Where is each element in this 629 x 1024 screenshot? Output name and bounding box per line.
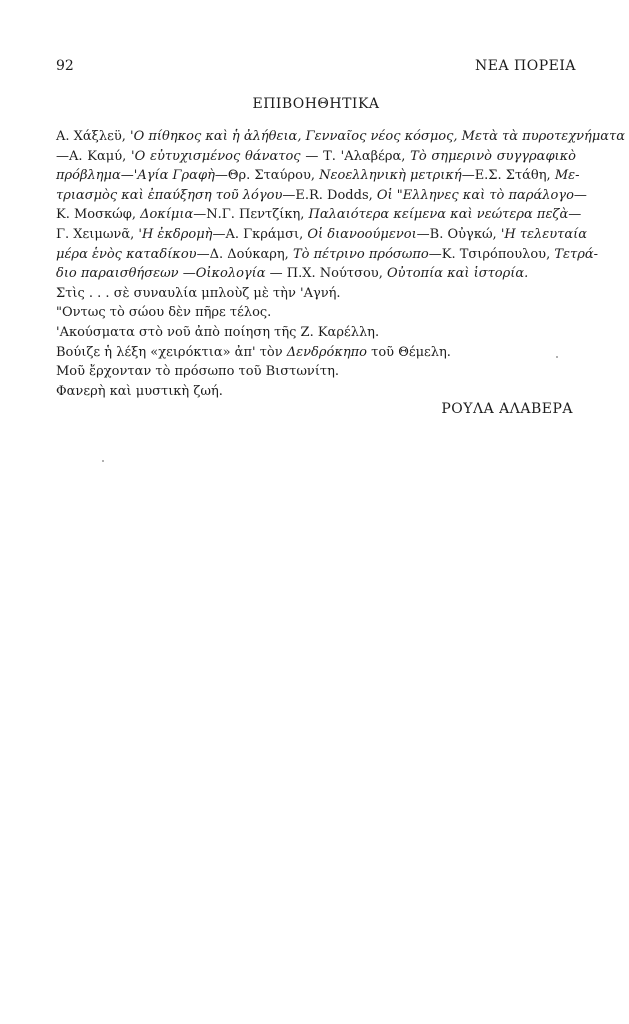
author-signature: ΡΟΥΛΑ ΑΛΑΒΕΡΑ [441, 401, 573, 417]
text-run: — Π.Χ. Νούτσου, [265, 266, 387, 282]
scan-speck [102, 460, 104, 462]
text-run: Γ. Χειμωνᾶ, [56, 226, 139, 242]
paragraph-line [56, 205, 582, 225]
italic-run: Οἰκολογία [195, 266, 266, 282]
italic-run: Νεοελληνικὴ μετρική [319, 168, 462, 184]
poem-line: Φανερὴ καὶ μυστικὴ ζωή. [56, 383, 223, 399]
italic-run: Οἱ διανοούμενοι [307, 226, 417, 242]
text-run: —Α. Καμύ, [56, 148, 131, 164]
text-run: —Β. Οὐγκώ, [416, 226, 501, 242]
text-run: —Α. Γκράμσι, [212, 226, 308, 242]
text-run: — [573, 187, 587, 203]
poem-line: Στὶς . . . σὲ συναυλία μπλοὺζ μὲ τὴν 'Αγνή. [56, 285, 341, 301]
italic-run: Τετρά- [554, 246, 599, 262]
paragraph-line [56, 225, 587, 245]
page-header [56, 57, 576, 77]
text-run: —Κ. Τσιρόπουλου, [428, 246, 555, 262]
scan-speck [556, 356, 558, 358]
poem-line: Μοῦ ἔρχονταν τὸ πρόσωπο τοῦ Βιστωνίτη. [56, 364, 340, 380]
paragraph-line [56, 166, 580, 186]
text-run: — [568, 207, 582, 223]
paragraph-line [56, 245, 599, 265]
italic-run: Δενδρόκηπο [286, 344, 368, 360]
paragraph-line [56, 127, 626, 147]
text-run: —E.R. Dodds, [282, 187, 377, 203]
text-run: τοῦ Θέμελη. [367, 344, 451, 360]
italic-run: 'Η ἐκδρομὴ [138, 226, 213, 242]
italic-run: Οὐτοπία καὶ ἱστορία. [386, 266, 529, 282]
poem-line: 'Ακούσματα στὸ νοῦ ἀπὸ ποίηση τῆς Ζ. Καρέλλη. [56, 324, 380, 340]
italic-run: Παλαιότερα κείμενα καὶ νεώτερα πεζὰ [308, 207, 569, 223]
italic-run: 'Ο πίθηκος καὶ ἡ ἀλήθεια, Γενναῖος νέος κόσμος, Μετὰ τὰ πυροτεχνήματα [130, 129, 626, 144]
text-run: —Θρ. Σταύρου, [214, 168, 320, 184]
paragraph-line [56, 186, 587, 206]
italic-run: Δοκίμια [140, 207, 194, 223]
text-run: — [178, 266, 196, 282]
italic-run: τριασμὸς καὶ ἐπαύξηση τοῦ λόγου [56, 187, 283, 203]
body-text [56, 127, 626, 401]
page-number: 92 [56, 58, 74, 74]
italic-run: Οἱ "Ελληνες καὶ τὸ παράλογο [376, 187, 574, 203]
text-run: —Ε.Σ. Στάθη, [461, 168, 555, 184]
text-run: — Τ. 'Αλαβέρα, [300, 148, 411, 164]
text-run: Βούιζε ἡ λέξη «χειρόκτια» ἀπ' τὸν [56, 344, 287, 360]
text-run: —Ν.Γ. Πεντζίκη, [193, 207, 309, 223]
italic-run: Τὸ πέτρινο πρόσωπο [292, 246, 429, 262]
text-run: Α. Χάξλεϋ, [56, 129, 130, 144]
text-run: —Δ. Δούκαρη, [196, 246, 293, 262]
paragraph-line [56, 264, 576, 284]
italic-run: πρόβλημα—'Αγία Γραφὴ [56, 168, 215, 184]
text-run: Κ. Μοσκώφ, [56, 207, 141, 223]
section-title: ΕΠΙΒΟΗΘΗΤΙΚΑ [252, 96, 380, 112]
poem-line: "Οντως τὸ σώου δὲν πῆρε τέλος. [56, 305, 272, 321]
italic-run: μέρα ἑνὸς καταδίκου [56, 246, 197, 262]
italic-run: Τὸ σημερινὸ συγγραφικὸ [410, 148, 577, 164]
italic-run: Με- [554, 168, 580, 184]
italic-run: 'Ο εὐτυχισμένος θάνατος [131, 148, 301, 164]
poem-line [56, 343, 576, 363]
paragraph-line [56, 147, 576, 167]
italic-run: 'Η τελευταία [500, 226, 587, 242]
italic-run: διο παραισθήσεων [56, 266, 179, 282]
running-head: ΝΕΑ ΠΟΡΕΙΑ [475, 58, 576, 74]
